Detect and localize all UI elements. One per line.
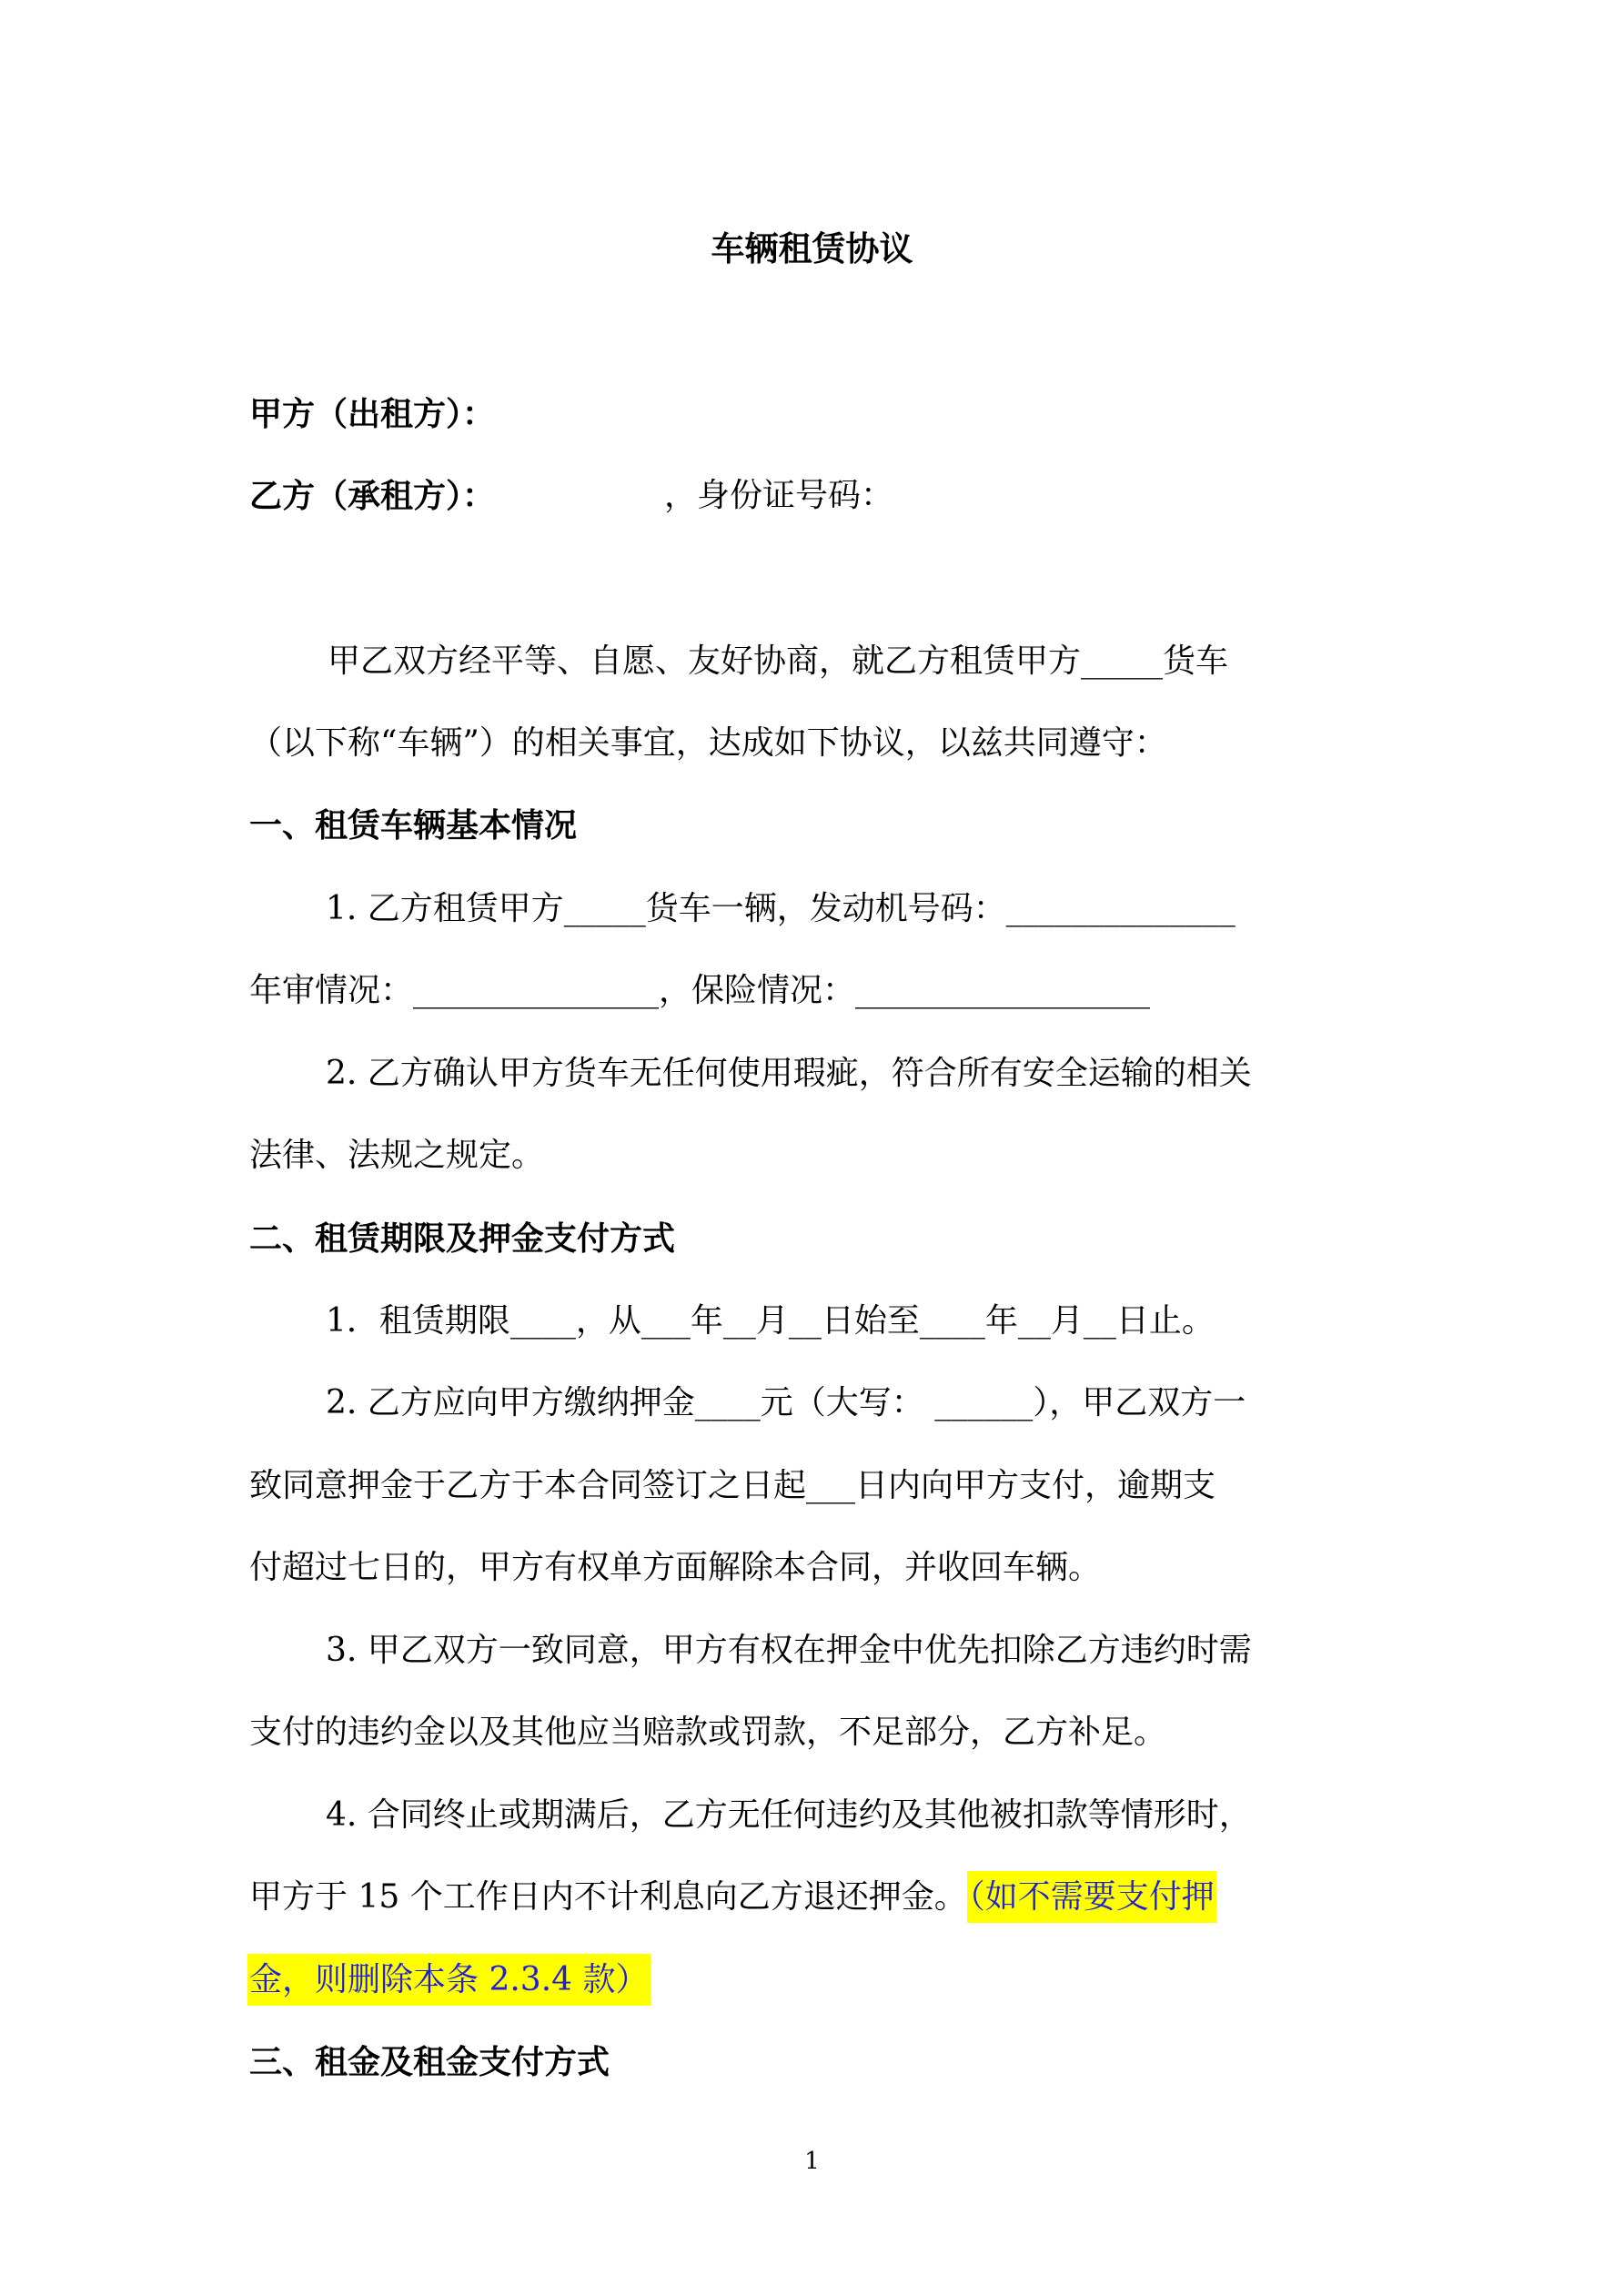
s1-item2-line1: 2. 乙方确认甲方货车无任何使用瑕疵，符合所有安全运输的相关	[326, 1055, 1252, 1092]
party-a-line: 甲方（出租方）：	[249, 395, 496, 433]
section-2-heading: 二、租赁期限及押金支付方式	[249, 1219, 676, 1258]
s2-item1: 1．租赁期限____，从___年__月__日始至____年__月__日止。	[326, 1302, 1215, 1340]
section-3-heading: 三、租金及租金支付方式	[249, 2043, 610, 2081]
page-number: 1	[804, 2148, 820, 2175]
document-title: 车辆租赁协议	[711, 228, 913, 268]
s2-item2-line2: 致同意押金于乙方于本合同签订之日起___日内向甲方支付，逾期支	[249, 1467, 1216, 1504]
party-b-id-label: ，身份证号码：	[664, 477, 894, 514]
s2-item2-line1: 2. 乙方应向甲方缴纳押金____元（大写： ______），甲乙双方一	[326, 1384, 1246, 1421]
highlighted-note-part2: 金，则删除本条 2.3.4 款）	[247, 1954, 651, 2006]
s1-item1-line2: 年审情况：_______________，保险情况：__________________	[249, 972, 1151, 1009]
s1-item2-line2: 法律、法规之规定。	[249, 1137, 545, 1174]
s2-item3-line2: 支付的违约金以及其他应当赔款或罚款，不足部分，乙方补足。	[249, 1714, 1167, 1751]
intro-line-2: （以下称“车辆”）的相关事宜，达成如下协议，以兹共同遵守：	[249, 724, 1167, 762]
intro-line-1: 甲乙双方经平等、自愿、友好协商，就乙方租赁甲方_____货车	[328, 642, 1229, 680]
s2-item4-line1: 4. 合同终止或期满后，乙方无任何违约及其他被扣款等情形时，	[326, 1796, 1252, 1834]
s2-item2-line3: 付超过七日的，甲方有权单方面解除本合同，并收回车辆。	[249, 1549, 1102, 1586]
party-b-label: 乙方（承租方）：	[249, 477, 496, 515]
s2-item4-text: 甲方于 15 个工作日内不计利息向乙方退还押金。	[249, 1878, 967, 1916]
s1-item1-line1: 1. 乙方租赁甲方_____货车一辆，发动机号码：______________	[326, 890, 1236, 927]
s2-item4-line2	[249, 1870, 1216, 1925]
s2-item3-line1: 3. 甲乙双方一致同意，甲方有权在押金中优先扣除乙方违约时需	[326, 1632, 1252, 1669]
s2-item4-note-line	[247, 1953, 651, 2008]
section-1-heading: 一、租赁车辆基本情况	[249, 806, 578, 845]
highlighted-note-part1: （如不需要支付押	[967, 1871, 1216, 1923]
